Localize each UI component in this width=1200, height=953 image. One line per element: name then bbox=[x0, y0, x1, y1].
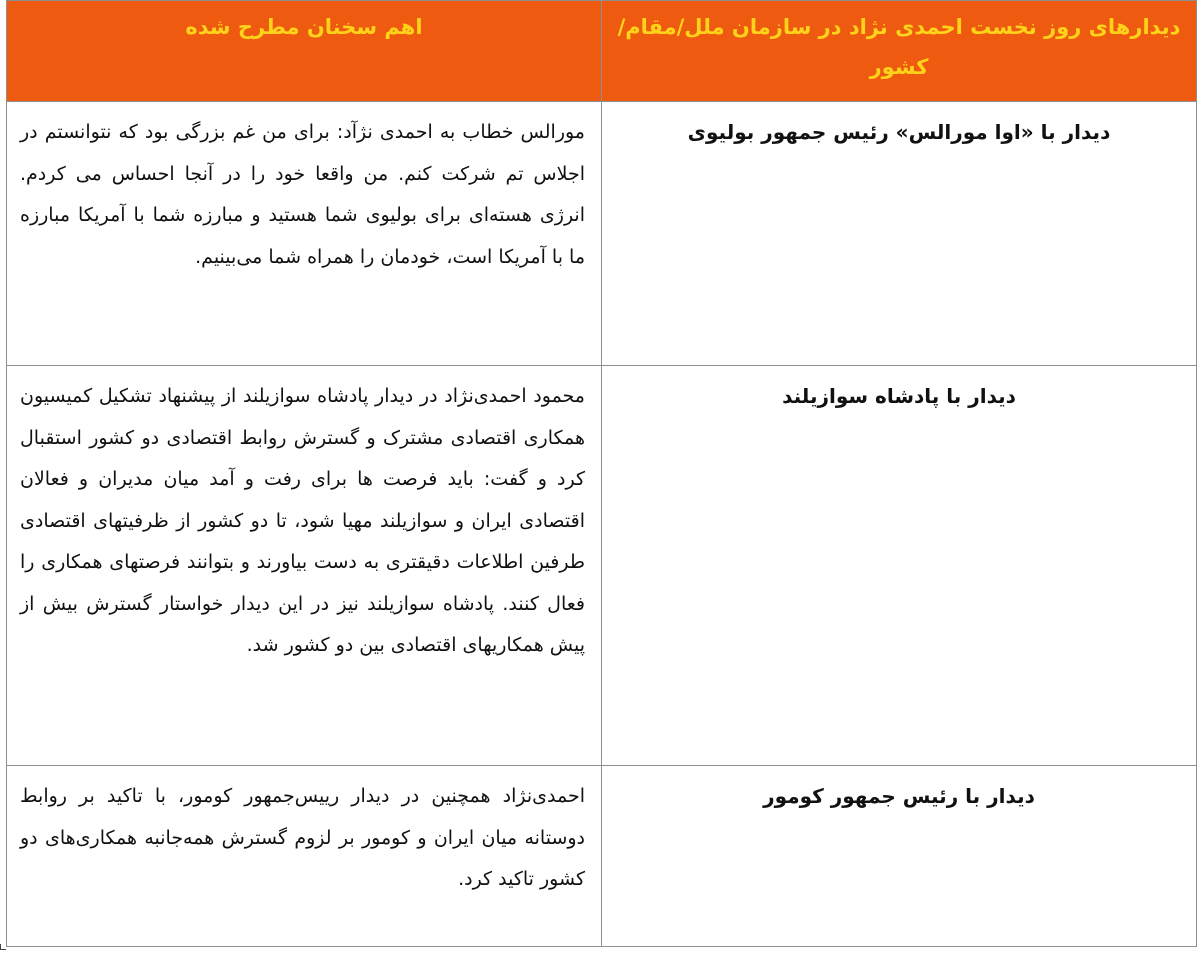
table-row bbox=[7, 766, 1197, 947]
meeting-cell: دیدار با پادشاه سوازیلند bbox=[602, 366, 1197, 766]
table-row bbox=[7, 102, 1197, 366]
topics-text: مورالس خطاب به احمدی نژآد: برای من غم بزرگی بود که نتوانستم در اجلاس تم شرکت کنم. من واقعا خود را در آنجا احساس می کردم. انرژی هسته‌ای برای بولیوی شما هستید و مبارزه شما با آمریکا مبارزه ما با آمریکا است، خودمان را همراه شما می‌بینیم. bbox=[20, 121, 585, 268]
meeting-cell: دیدار با «اوا مورالس» رئیس جمهور بولیوی bbox=[602, 102, 1197, 366]
topics-cell bbox=[7, 766, 602, 947]
meetings-table bbox=[6, 0, 1197, 947]
topics-text: محمود احمدی‌نژاد در دیدار پادشاه سوازیلند از پیشنهاد تشکیل کمیسیون همکاری اقتصادی مشترک و گسترش روابط اقتصادی دو کشور استقبال کرد و گفت: باید فرصت ها برای رفت و آمد میان مدیران و فعالان اقتصادی ایران و سوازیلند مهیا شود، تا دو کشور از ظرفیتهای اقتصادی طرفین اطلاعات دقیقتری به دست بیاورند و بتوانند فرصتهای همکاری را فعال کنند. پادشاه سوازیلند نیز در این دیدار خواستار گسترش بیش از پیش همکاریهای اقتصادی بین دو کشور شد. bbox=[20, 385, 585, 656]
topics-text: احمدی‌نژاد همچنین در دیدار رییس‌جمهور کومور، با تاکید بر روابط دوستانه میان ایران و کومور بر لزوم گسترش همه‌جانبه همکاری‌های دو کشور تاکید کرد. bbox=[20, 785, 585, 890]
topics-cell bbox=[7, 366, 602, 766]
meeting-cell: دیدار با رئیس جمهور کومور bbox=[602, 766, 1197, 947]
header-topics: اهم سخنان مطرح شده bbox=[7, 1, 602, 102]
header-row bbox=[7, 1, 1197, 102]
document-page bbox=[6, 0, 1196, 945]
table-header bbox=[7, 1, 1197, 102]
table-row bbox=[7, 366, 1197, 766]
table-body bbox=[7, 102, 1197, 947]
corner-mark bbox=[0, 944, 6, 950]
topics-cell bbox=[7, 102, 602, 366]
header-meetings: دیدارهای روز نخست احمدی نژاد در سازمان ملل/مقام/کشور bbox=[602, 1, 1197, 102]
